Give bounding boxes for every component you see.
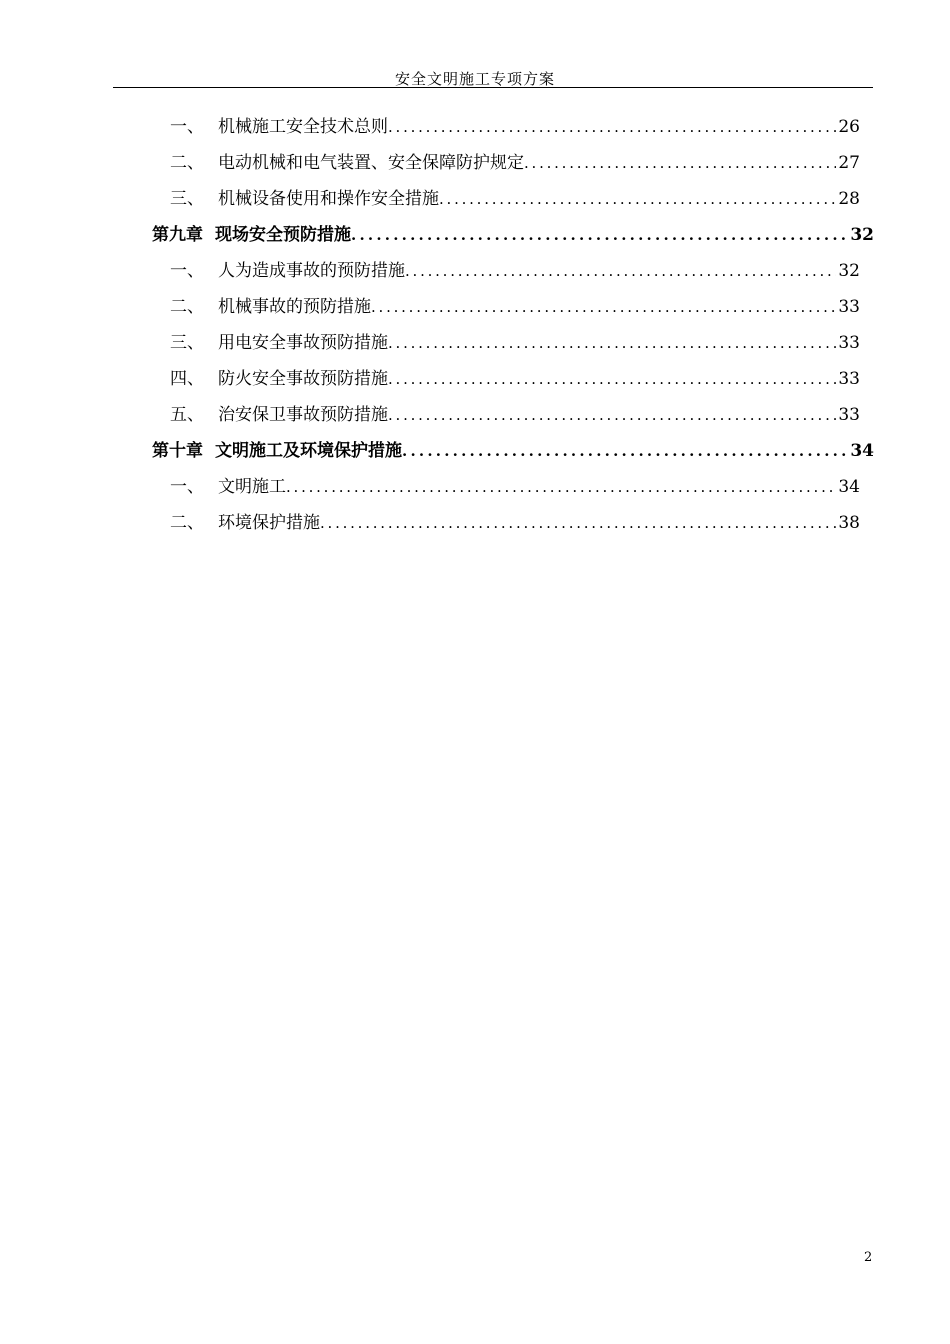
toc-entry-title: 治安保卫事故预防措施 bbox=[218, 405, 388, 425]
toc-chapter-entry[interactable] bbox=[152, 220, 874, 250]
toc-section-entry[interactable] bbox=[170, 328, 860, 358]
header-rule bbox=[113, 87, 873, 88]
toc-page-number: 33 bbox=[838, 369, 860, 389]
toc-section-entry[interactable] bbox=[170, 364, 860, 394]
toc-section-number: 三、 bbox=[170, 333, 204, 353]
toc-leader-dots bbox=[402, 442, 848, 460]
page-number: 2 bbox=[864, 1250, 873, 1265]
toc-entry-title: 机械施工安全技术总则 bbox=[218, 117, 388, 137]
toc-leader-dots bbox=[439, 190, 836, 208]
toc-entry-title: 现场安全预防措施 bbox=[215, 225, 351, 245]
toc-section-number: 一、 bbox=[170, 261, 204, 281]
toc-section-entry[interactable] bbox=[170, 256, 860, 286]
toc-entry-title: 人为造成事故的预防措施 bbox=[218, 261, 405, 281]
toc-entry-title: 文明施工 bbox=[218, 477, 286, 497]
toc-leader-dots bbox=[388, 118, 836, 136]
toc-page-number: 33 bbox=[838, 333, 860, 353]
toc-page-number: 27 bbox=[838, 153, 860, 173]
toc-section-number: 二、 bbox=[170, 513, 204, 533]
toc-entry-title: 文明施工及环境保护措施 bbox=[215, 441, 402, 461]
toc-chapter-number: 第九章 bbox=[152, 225, 203, 245]
toc-section-number: 一、 bbox=[170, 117, 204, 137]
toc-section-number: 五、 bbox=[170, 405, 204, 425]
toc-entry-title: 电动机械和电气装置、安全保障防护规定 bbox=[218, 153, 524, 173]
toc-section-number: 二、 bbox=[170, 297, 204, 317]
toc-leader-dots bbox=[388, 334, 836, 352]
toc-section-number: 四、 bbox=[170, 369, 204, 389]
toc-section-number: 一、 bbox=[170, 477, 204, 497]
toc-page-number: 33 bbox=[838, 405, 860, 425]
page-header-title: 安全文明施工专项方案 bbox=[394, 70, 555, 88]
toc-section-entry[interactable] bbox=[170, 400, 860, 430]
toc-leader-dots bbox=[388, 370, 836, 388]
toc-leader-dots bbox=[405, 262, 836, 280]
toc-leader-dots bbox=[320, 514, 836, 532]
toc-entry-title: 机械设备使用和操作安全措施 bbox=[218, 189, 439, 209]
toc-section-number: 三、 bbox=[170, 189, 204, 209]
toc-chapter-number: 第十章 bbox=[152, 441, 203, 461]
toc-page-number: 32 bbox=[838, 261, 860, 281]
toc-leader-dots bbox=[388, 406, 836, 424]
toc-leader-dots bbox=[351, 226, 848, 244]
toc-page-number: 34 bbox=[850, 441, 874, 461]
toc-section-entry[interactable] bbox=[170, 148, 860, 178]
toc-entry-title: 机械事故的预防措施 bbox=[218, 297, 371, 317]
toc-section-entry[interactable] bbox=[170, 112, 860, 142]
toc-chapter-entry[interactable] bbox=[152, 436, 874, 466]
toc-entry-title: 防火安全事故预防措施 bbox=[218, 369, 388, 389]
toc-leader-dots bbox=[371, 298, 836, 316]
toc-page-number: 33 bbox=[838, 297, 860, 317]
toc-page-number: 28 bbox=[838, 189, 860, 209]
toc-section-entry[interactable] bbox=[170, 508, 860, 538]
toc-leader-dots bbox=[524, 154, 836, 172]
toc-leader-dots bbox=[286, 478, 836, 496]
toc-section-number: 二、 bbox=[170, 153, 204, 173]
toc-entry-title: 环境保护措施 bbox=[218, 513, 320, 533]
toc-page-number: 34 bbox=[838, 477, 860, 497]
toc-page-number: 38 bbox=[838, 513, 860, 533]
toc-page-number: 32 bbox=[850, 225, 874, 245]
toc-section-entry[interactable] bbox=[170, 184, 860, 214]
toc-section-entry[interactable] bbox=[170, 292, 860, 322]
toc-entry-title: 用电安全事故预防措施 bbox=[218, 333, 388, 353]
toc-page-number: 26 bbox=[838, 117, 860, 137]
toc-section-entry[interactable] bbox=[170, 472, 860, 502]
